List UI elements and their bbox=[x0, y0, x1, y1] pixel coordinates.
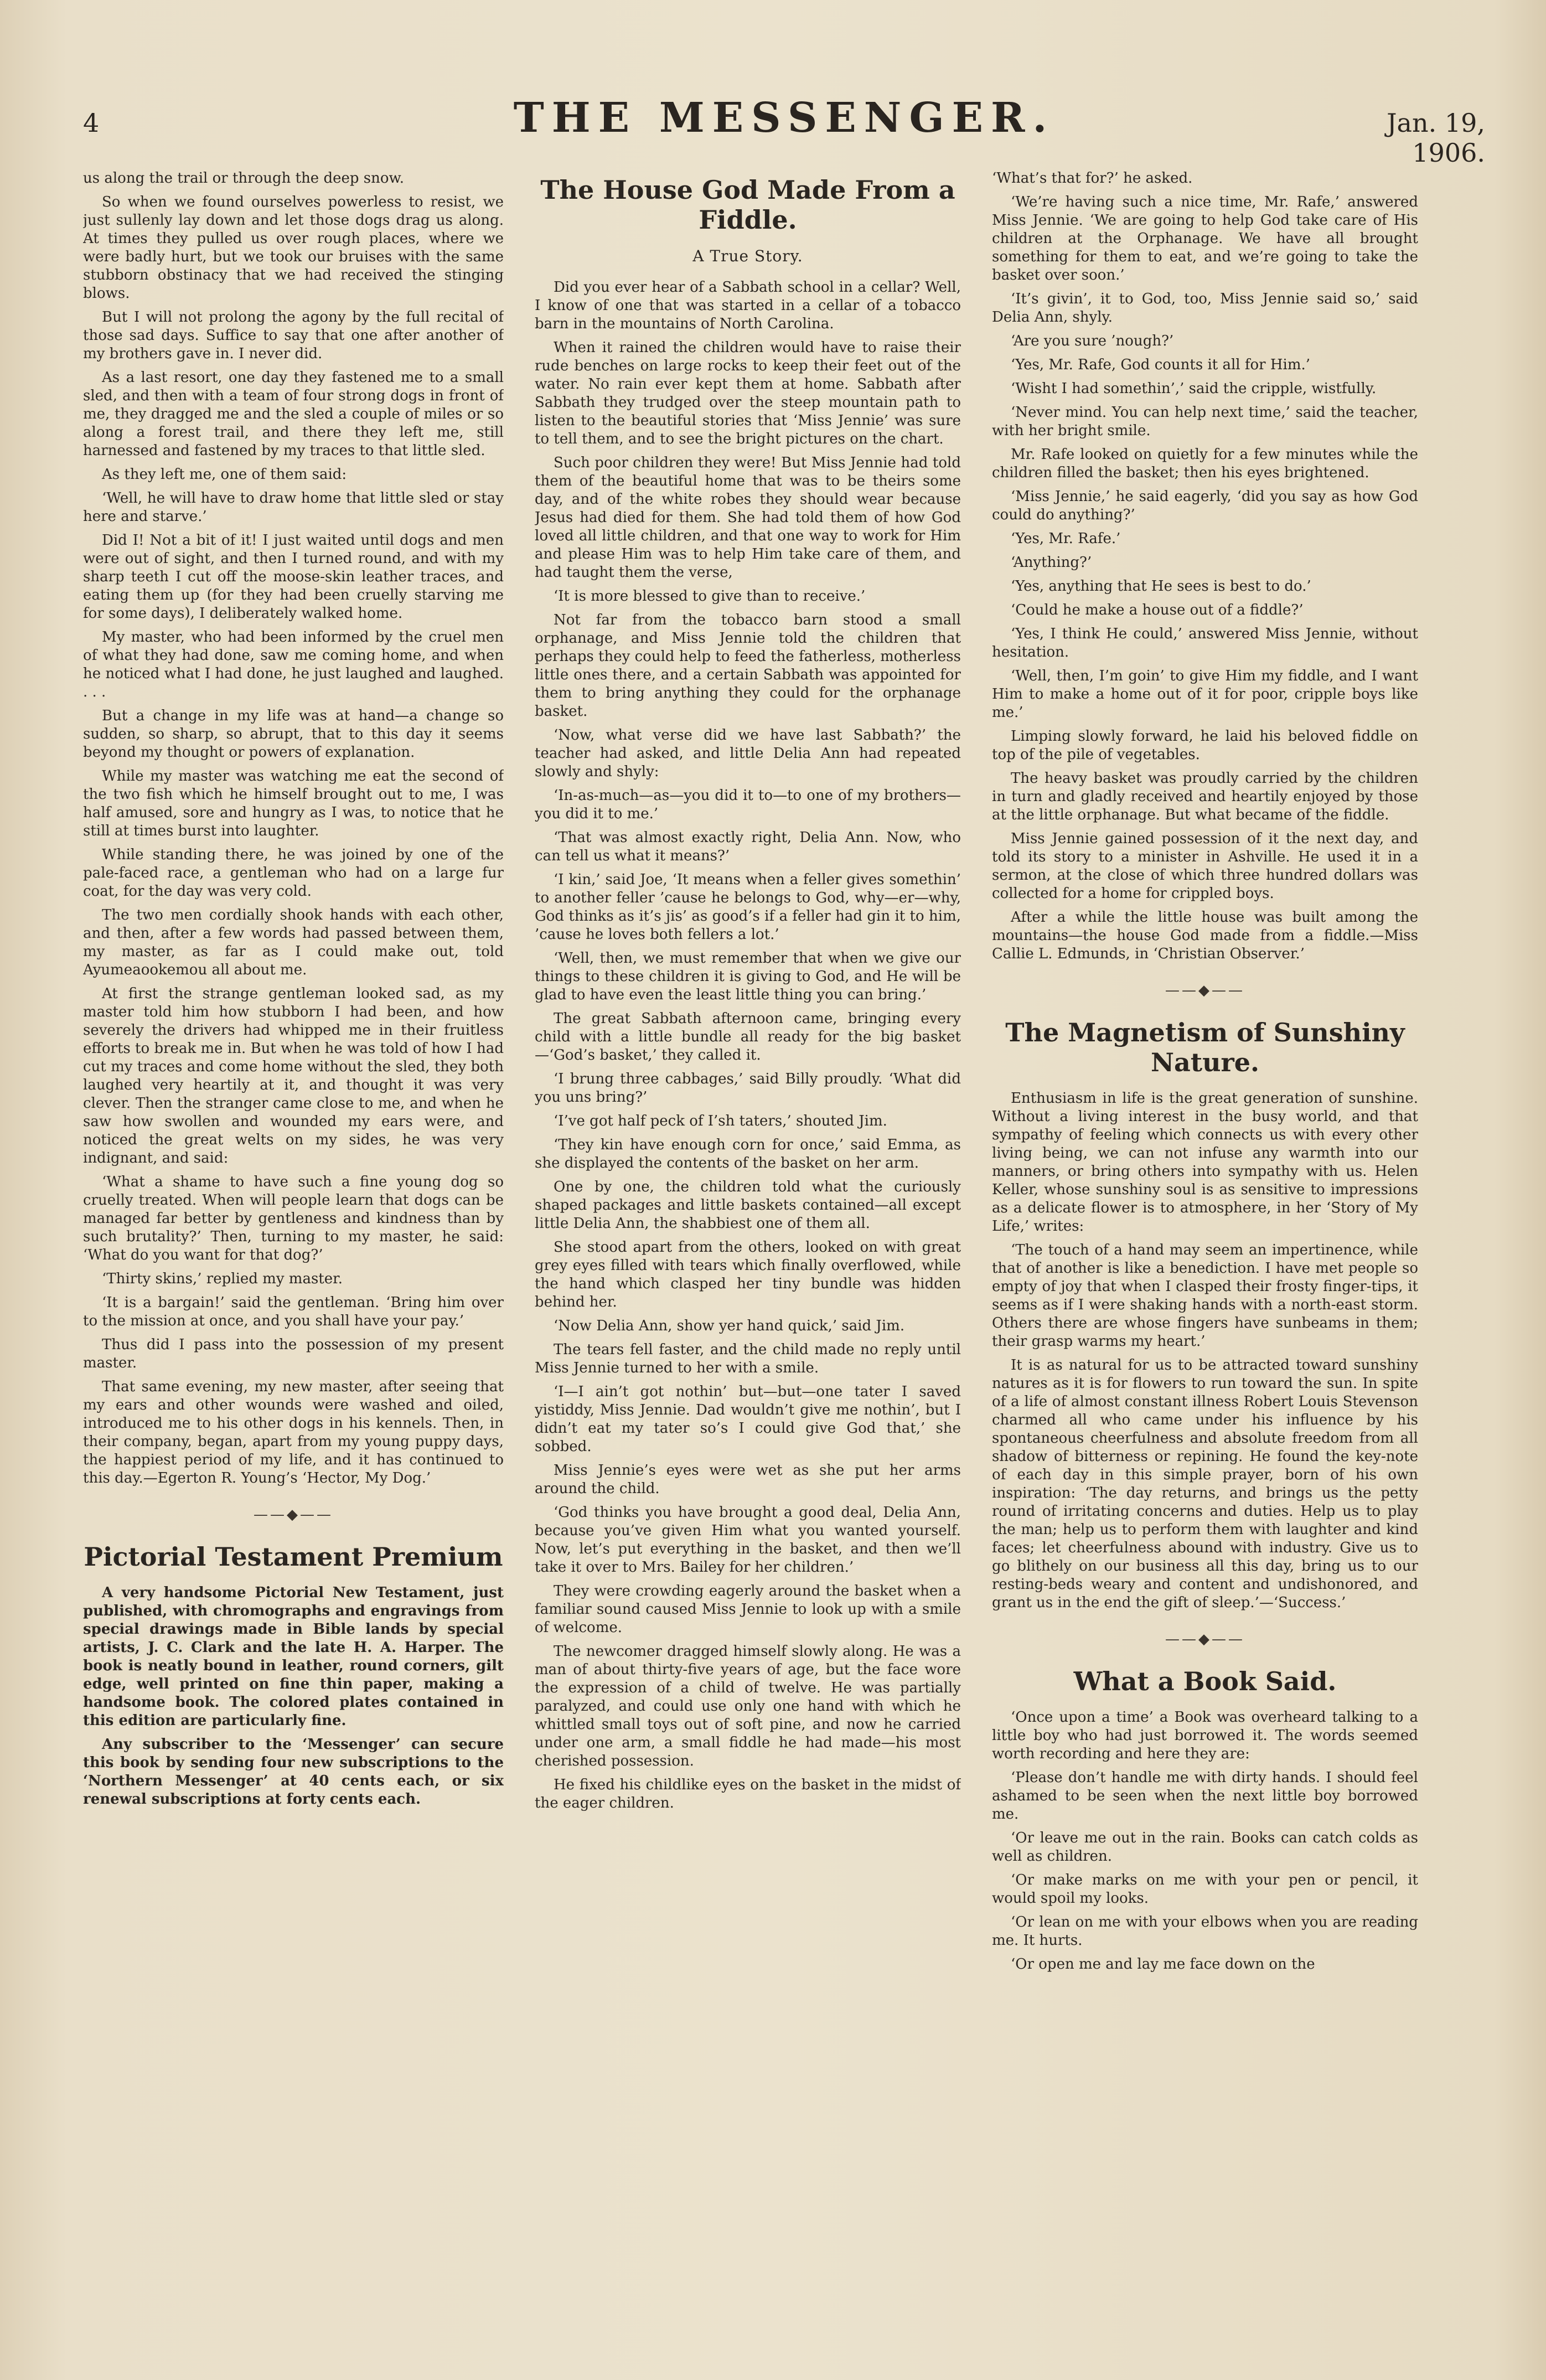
paragraph: As they left me, one of them said: bbox=[102, 466, 347, 483]
paragraph: She stood apart from the others, looked on with great grey eyes filled with tears which finally overflowed, while the hand which clasped her tiny bundle was hidden behind her. bbox=[535, 1239, 961, 1310]
paragraph: Not far from the tobacco barn stood a small orphanage, and Miss Jennie told the children that perhaps they could help to feed the fatherless, motherless little ones there, and a certain Sabbath was appointed for them to bring anything they could for the orphanage basket. bbox=[535, 612, 961, 720]
fiddle-story-continued bbox=[992, 169, 1418, 963]
paragraph: ‘It is more blessed to give than to receive.’ bbox=[554, 588, 866, 605]
paragraph: The heavy basket was proudly carried by the children in turn and gladly received and heartily enjoyed by those at the little orphanage. But what became of the fiddle. bbox=[992, 770, 1418, 823]
paragraph: ‘That was almost exactly right, Delia Ann. Now, who can tell us what it means?’ bbox=[535, 829, 961, 864]
paragraph: ‘They kin have enough corn for once,’ said Emma, as she displayed the contents of the basket on her arm. bbox=[535, 1137, 961, 1171]
paragraph: Any subscriber to the ‘Messenger’ can secure this book by sending four new subscriptions to the ‘Northern Messenger’ at 40 cents each, or six renewal subscriptions at forty cents each. bbox=[83, 1736, 504, 1808]
paragraph: ‘Please don’t handle me with dirty hands. I should feel ashamed to be seen when the next little boy borrowed me. bbox=[992, 1769, 1418, 1823]
paragraph: But a change in my life was at hand—a change so sudden, so sharp, so abrupt, that to this day it seems beyond my thought or powers of explanation. bbox=[83, 708, 504, 761]
paragraph: The tears fell faster, and the child made no reply until Miss Jennie turned to her with a smile. bbox=[535, 1341, 961, 1376]
hector-story-text bbox=[83, 169, 504, 1488]
column-3 bbox=[992, 169, 1418, 2351]
paragraph: At first the strange gentleman looked sad, as my master told him how stubborn I had been, and how severely the drivers had whipped me in their fruitless efforts to break me in. But when he was told of how I had cut my traces and come home without the sled, they both laughed very heartily at it, and thought it was very clever. Then the stranger came close to me, and when he saw how swollen and wounded my ears were, and noticed the great welts on my sides, he was very indignant, and said: bbox=[83, 985, 504, 1166]
book-said-text bbox=[992, 1708, 1418, 1974]
paragraph: Did I! Not a bit of it! I just waited until dogs and men were out of sight, and then I turned round, and with my sharp teeth I cut off the moose-skin leather traces, and eating them up (for they had been cruelly starving me for some days), I deliberately walked home. bbox=[83, 532, 504, 622]
premium-heading: Pictorial Testament Premium bbox=[84, 1542, 503, 1572]
paragraph: ‘God thinks you have brought a good deal, Delia Ann, because you’ve given Him what you wanted yourself. Now, let’s put everything in the basket, and then we’ll take it over to Mrs. Bailey for her children.’ bbox=[535, 1504, 961, 1576]
paragraph: ‘Could he make a house out of a fiddle?’ bbox=[1011, 602, 1304, 618]
paragraph: ‘We’re having such a nice time, Mr. Rafe,’ answered Miss Jennie. ‘We are going to help God take care of His children at the Orphanage. We have all brought something for them to eat, and we’re going to take the basket over soon.’ bbox=[992, 194, 1418, 283]
paragraph: The two men cordially shook hands with each other, and then, after a few words had passed between them, my master, as far as I could make out, told Ayumeaookemou all about me. bbox=[83, 907, 504, 978]
paragraph: ‘I—I ain’t got nothin’ but—but—one tater I saved yistiddy, Miss Jennie. Dad wouldn’t give me nothin’, but I didn’t eat my tater so’s I could give God that,’ she sobbed. bbox=[535, 1383, 961, 1455]
paragraph: ‘Yes, Mr. Rafe, God counts it all for Him.’ bbox=[1011, 357, 1311, 373]
paragraph: A very handsome Pictorial New Testament, just published, with chromographs and engravings from special drawings made in Bible lands by special artists, J. C. Clark and the late H. A. Harper. The book is neatly bound in leather, round corners, gilt edge, well printed on fine thin paper, making a handsome book. The colored plates contained in this edition are particularly fine. bbox=[83, 1584, 504, 1729]
paragraph: After a while the little house was built among the mountains—the house God made from a fiddle.—Miss Callie L. Edmunds, in ‘Christian Observer.’ bbox=[992, 909, 1418, 962]
masthead bbox=[83, 94, 1485, 168]
paragraph: It is as natural for us to be attracted toward sunshiny natures as it is for flowers to run toward the sun. In spite of a life of almost constant illness Robert Louis Stevenson charmed all who came under his influence by his spontaneous cheerfulness and absolute freedom from all shadow of bitterness or repining. He found the key-note of each day in this simple prayer, born of his own inspiration: ‘The day returns, and brings us the petty round of irritating concerns and duties. Help us to play the man; help us to perform them with laughter and kind faces; let cheerfulness abound with industry. Give us to go blithely on our business all this day, bring us to our resting-beds weary and content and undishonored, and grant us in the end the gift of sleep.’—‘Success.’ bbox=[992, 1357, 1418, 1611]
paragraph: ‘What a shame to have such a fine young dog so cruelly treated. When will people learn that dogs can be managed far better by gentleness and kindness than by such brutality?’ Then, turning to my master, he said: ‘What do you want for that dog?’ bbox=[83, 1174, 504, 1263]
paragraph: us along the trail or through the deep snow. bbox=[83, 170, 404, 187]
paragraph: As a last resort, one day they fastened me to a small sled, and then with a team of four strong dogs in front of me, they dragged me and the sled a couple of miles or so along a forest trail, and there they left me, still harnessed and fastened by my traces to that little sled. bbox=[83, 369, 504, 459]
paragraph: ‘Now Delia Ann, show yer hand quick,’ said Jim. bbox=[554, 1318, 905, 1334]
paragraph: But I will not prolong the agony by the full recital of those sad days. Suffice to say that one after another of my brothers gave in. I never did. bbox=[83, 309, 504, 362]
column-2 bbox=[535, 169, 961, 2351]
magnetism-text bbox=[992, 1090, 1418, 1612]
fiddle-story-heading: The House God Made From a Fiddle. bbox=[540, 175, 955, 235]
paragraph: ‘Well, then, I’m goin’ to give Him my fiddle, and I want Him to make a home out of it for poor, cripple boys like me.’ bbox=[992, 668, 1418, 721]
paragraph: While standing there, he was joined by one of the pale-faced race, a gentleman who had on a large fur coat, for the day was very cold. bbox=[83, 846, 504, 900]
section-divider: ——◆—— bbox=[1165, 982, 1245, 999]
paragraph: ‘What’s that for?’ he asked. bbox=[992, 170, 1193, 187]
paragraph: Limping slowly forward, he laid his beloved fiddle on top of the pile of vegetables. bbox=[992, 728, 1418, 763]
paragraph: Such poor children they were! But Miss Jennie had told them of the beautiful home that was to be theirs some day, and of the white robes they should wear because Jesus had died for them. She had told them of how God loved all little children, and that one way to work for Him and please Him was to help Him take care of them, and had taught them the verse, bbox=[535, 455, 961, 581]
paragraph: ‘Now, what verse did we have last Sabbath?’ the teacher had asked, and little Delia Ann had repeated slowly and shyly: bbox=[535, 727, 961, 780]
paragraph: ‘Or lean on me with your elbows when you are reading me. It hurts. bbox=[992, 1914, 1418, 1949]
paragraph: ‘Or open me and lay me face down on the bbox=[1011, 1956, 1315, 1973]
paragraph: Miss Jennie gained possession of it the next day, and told its story to a minister in Ashville. He used it in a sermon, at the close of which three hundred dollars was collected for a home for crippled boys. bbox=[992, 830, 1418, 902]
paragraph: ‘Are you sure ’nough?’ bbox=[1011, 333, 1174, 349]
paragraph: ‘I’ve got half peck of I’sh taters,’ shouted Jim. bbox=[554, 1113, 887, 1129]
paragraph: Enthusiasm in life is the great generation of sunshine. Without a living interest in the busy world, and that sympathy of feeling which connects us with every other living being, we can not infuse any warmth into our manners, or bring others into sympathy with us. Helen Keller, whose sunshiny soul is as sensitive to impressions as a delicate flower is to atmosphere, in her ‘Story of My Life,’ writes: bbox=[992, 1090, 1418, 1235]
newspaper-title: THE MESSENGER. bbox=[513, 94, 1055, 142]
paragraph: While my master was watching me eat the second of the two fish which he himself brought out to me, I was half amused, sore and hungry as I was, to notice that he still at times burst into laughter. bbox=[83, 768, 504, 839]
paragraph: ‘I kin,’ said Joe, ‘It means when a feller gives somethin’ to another feller ’cause he belongs to God, why—er—why, God thinks as it’s jis’ as good’s if a feller had gin it to him, ’cause he loves both fellers a lot.’ bbox=[535, 871, 961, 943]
paragraph: ‘Yes, Mr. Rafe.’ bbox=[1011, 530, 1121, 547]
issue-date: Jan. 19, 1906. bbox=[1387, 108, 1485, 168]
paragraph: ‘Yes, anything that He sees is best to do.’ bbox=[1011, 578, 1311, 595]
paragraph: ‘Anything?’ bbox=[1011, 554, 1092, 571]
paragraph: The newcomer dragged himself slowly along. He was a man of about thirty-five years of age, but the face wore the expression of a child of twelve. He was partially paralyzed, and could use only one hand with which he whittled small toys out of soft pine, and now he carried under one arm, a small fiddle he had made—his most cherished possession. bbox=[535, 1643, 961, 1769]
paragraph: Thus did I pass into the possession of my present master. bbox=[83, 1336, 504, 1371]
paragraph: ‘Well, then, we must remember that when we give our things to these children it is giving to God, and He will be glad to have even the least little thing you can bring.’ bbox=[535, 950, 961, 1003]
paragraph: ‘Never mind. You can help next time,’ said the teacher, with her bright smile. bbox=[992, 404, 1418, 439]
paragraph: ‘It’s givin’, it to God, too, Miss Jennie said so,’ said Delia Ann, shyly. bbox=[992, 291, 1418, 326]
paragraph: When it rained the children would have to raise their rude benches on large rocks to keep their feet out of the water. No rain ever kept them at home. Sabbath after Sabbath they trudged over the steep mountain path to listen to the beautiful stories that ‘Miss Jennie’ was sure to tell them, and to see the bright pictures on the chart. bbox=[535, 339, 961, 447]
paragraph: ‘The touch of a hand may seem an impertinence, while that of another is like a benediction. I have met people so empty of joy that when I clasped their frosty finger-tips, it seems as if I were shaking hands with a north-east storm. Others there are whose fingers have sunbeams in them; their grasp warms my heart.’ bbox=[992, 1242, 1418, 1350]
paragraph: My master, who had been informed by the cruel men of what they had done, saw me coming home, and when he noticed what I had done, he just laughed and laughed. . . . bbox=[83, 629, 504, 700]
page-number: 4 bbox=[83, 108, 100, 138]
column-1 bbox=[83, 169, 504, 2351]
paragraph: ‘Or make marks on me with your pen or pencil, it would spoil my looks. bbox=[992, 1872, 1418, 1907]
paragraph: Miss Jennie’s eyes were wet as she put her arms around the child. bbox=[535, 1462, 961, 1497]
article-columns bbox=[83, 169, 1485, 2351]
paragraph: ‘Yes, I think He could,’ answered Miss Jennie, without hesitation. bbox=[992, 626, 1418, 660]
paragraph: One by one, the children told what the curiously shaped packages and little baskets contained—all except little Delia Ann, the shabbiest one of them all. bbox=[535, 1179, 961, 1232]
paragraph: Mr. Rafe looked on quietly for a few minutes while the children filled the basket; then his eyes brightened. bbox=[992, 446, 1418, 481]
paragraph: The great Sabbath afternoon came, bringing every child with a little bundle all ready for the big basket—‘God’s basket,’ they called it. bbox=[535, 1010, 961, 1063]
paragraph: ‘It is a bargain!’ said the gentleman. ‘Bring him over to the mission at once, and you shall have your pay.’ bbox=[83, 1294, 504, 1329]
paragraph: That same evening, my new master, after seeing that my ears and other wounds were washed and oiled, introduced me to his other dogs in his kennels. Then, in their company, began, apart from my young puppy days, the happiest period of my life, and it has continued to this day.—Egerton R. Young’s ‘Hector, My Dog.’ bbox=[83, 1379, 504, 1486]
paragraph: ‘Once upon a time’ a Book was overheard talking to a little boy who had just borrowed it. The words seemed worth recording and here they are: bbox=[992, 1709, 1418, 1762]
paragraph: ‘Wisht I had somethin’,’ said the cripple, wistfully. bbox=[1011, 380, 1377, 397]
paragraph: ‘Thirty skins,’ replied my master. bbox=[102, 1271, 343, 1287]
paragraph: They were crowding eagerly around the basket when a familiar sound caused Miss Jennie to look up with a smile of welcome. bbox=[535, 1583, 961, 1636]
fiddle-story-subtitle: A True Story. bbox=[692, 247, 803, 265]
paragraph: Did you ever hear of a Sabbath school in a cellar? Well, I know of one that was started in a cellar of a tobacco barn in the mountains of North Carolina. bbox=[535, 279, 961, 332]
section-divider: ——◆—— bbox=[1165, 1631, 1245, 1648]
fiddle-story-text bbox=[535, 278, 961, 1813]
paragraph: ‘I brung three cabbages,’ said Billy proudly. ‘What did you uns bring?’ bbox=[535, 1071, 961, 1106]
premium-text bbox=[83, 1584, 504, 1809]
paragraph: He fixed his childlike eyes on the basket in the midst of the eager children. bbox=[535, 1777, 961, 1811]
book-said-heading: What a Book Said. bbox=[1073, 1666, 1337, 1696]
paragraph: ‘Miss Jennie,’ he said eagerly, ‘did you say as how God could do anything?’ bbox=[992, 488, 1418, 523]
paragraph: ‘Or leave me out in the rain. Books can catch colds as well as children. bbox=[992, 1830, 1418, 1865]
magnetism-heading: The Magnetism of Sunshiny Nature. bbox=[1005, 1018, 1405, 1077]
paragraph: So when we found ourselves powerless to resist, we just sullenly lay down and let those dogs drag us along. At times they pulled us over rough places, where we were badly hurt, but we took our bruises with the same stubborn obstinacy that we had received the stinging blows. bbox=[83, 194, 504, 302]
paragraph: ‘In-as-much—as—you did it to—to one of my brothers—you did it to me.’ bbox=[535, 787, 961, 822]
section-divider: ——◆—— bbox=[254, 1506, 333, 1523]
paragraph: ‘Well, he will have to draw home that little sled or stay here and starve.’ bbox=[83, 490, 504, 525]
